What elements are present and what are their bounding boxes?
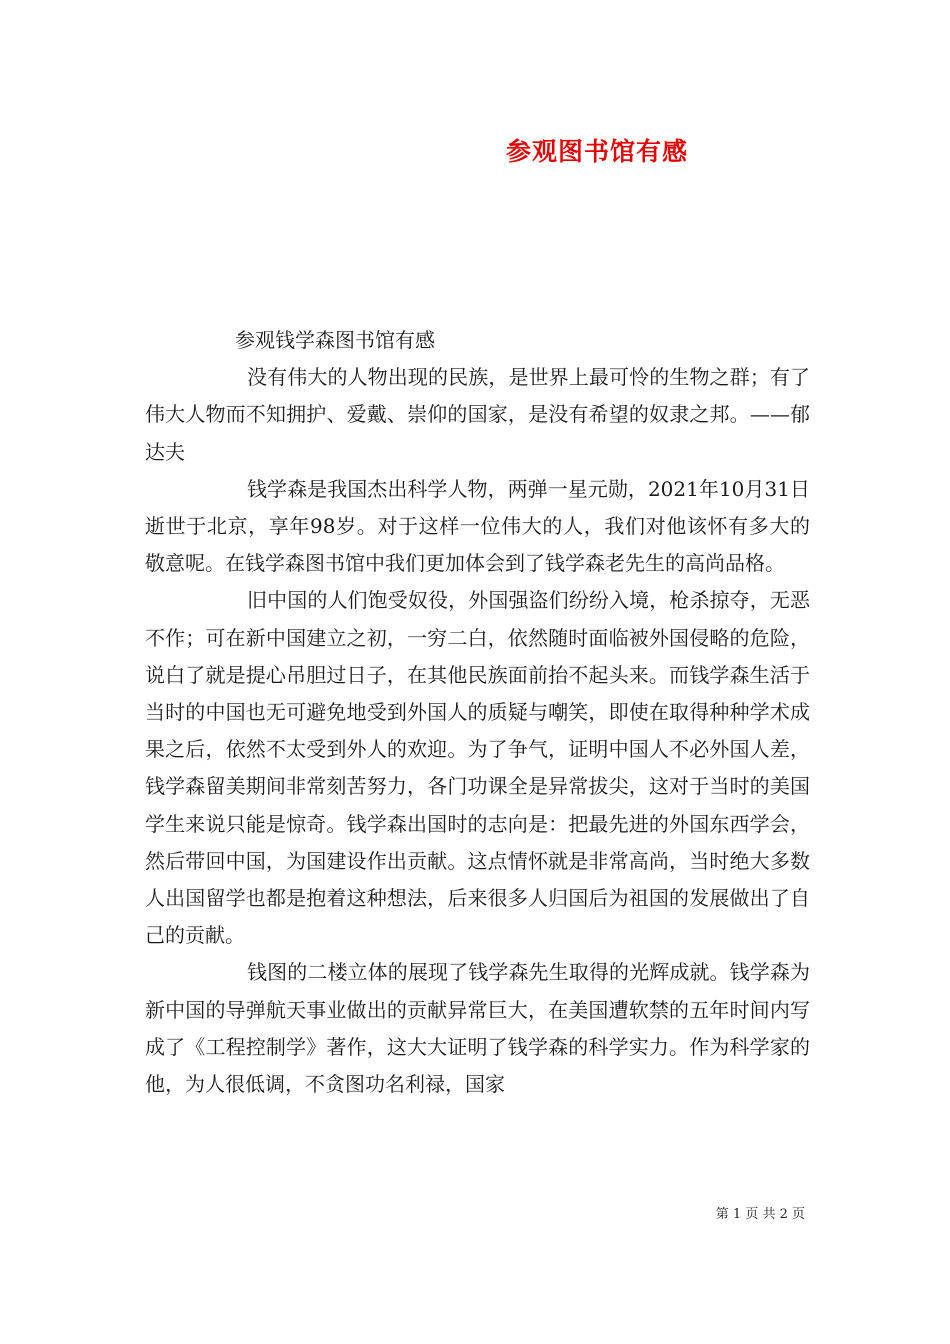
paragraph-quote: 没有伟大的人物出现的民族，是世界上最可怜的生物之群；有了伟大人物而不知拥护、爱戴、崇仰的国家，是没有希望的奴隶之邦。——郁达夫: [145, 365, 810, 464]
paragraph-achievements: 钱图的二楼立体的展现了钱学森先生取得的光辉成就。钱学森为新中国的导弹航天事业做出的贡献异常巨大，在美国遭软禁的五年时间内写成了《工程控制学》著作，这大大证明了钱学森的科学实力。作为科学家的他，为人很低调，不贪图功名利禄，国家: [145, 960, 810, 1097]
document-title: 参观图书馆有感: [505, 137, 688, 166]
document-body: [145, 322, 810, 1103]
paragraph-intro: 钱学森是我国杰出科学人物，两弹一星元勋，2021年10月31日逝世于北京，享年98岁。对于这样一位伟大的人，我们对他该怀有多大的敬意呢。在钱学森图书馆中我们更加体会到了钱学森老先生的高尚品格。: [145, 476, 810, 576]
document-subtitle: 参观钱学森图书馆有感: [235, 328, 435, 352]
paragraph-history: 旧中国的人们饱受奴役，外国强盗们纷纷入境，枪杀掠夺，无恶不作；可在新中国建立之初，一穷二白，依然随时面临被外国侵略的危险，说白了就是提心吊胆过日子，在其他民族面前抬不起头来。而钱学森生活于当时的中国也无可避免地受到外国人的质疑与嘲笑，即使在取得种种学术成果之后，依然不太受到外人的欢迎。为了争气，证明中国人不必外国人差，钱学森留美期间非常刻苦努力，各门功课全是异常拔尖，这对于当时的美国学生来说只能是惊奇。钱学森出国时的志向是：把最先进的外国东西学会，然后带回中国，为国建设作出贡献。这点情怀就是非常高尚，当时绝大多数人出国留学也都是抱着这种想法，后来很多人归国后为祖国的发展做出了自己的贡献。: [145, 588, 810, 948]
page-number-footer: 第 1 页 共 2 页: [715, 1207, 805, 1222]
